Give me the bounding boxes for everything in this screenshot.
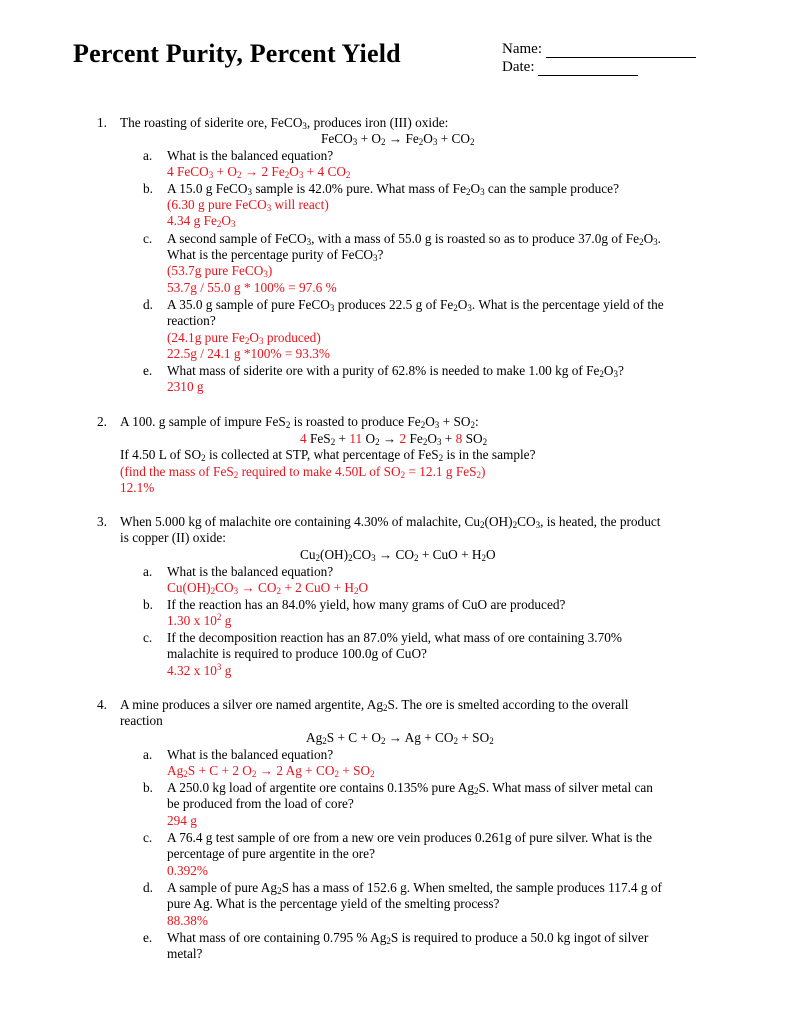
line-q1c-l: c.	[143, 231, 153, 246]
line-q3a-l: a.	[143, 564, 153, 579]
line-q2: 2.	[97, 414, 107, 429]
line-q3c-ans: 4.32 x $10^3$ g	[167, 662, 232, 678]
line-q1b-ans2: 4.34 g $Fe_2O_3$	[167, 213, 236, 229]
line-q4c-l: c.	[143, 830, 153, 845]
line-q2-q: If 4.50 L of $SO_2$ is collected at STP, what percentage of FeS$_2$ is in the sample?	[120, 447, 536, 463]
line-q1b-l: b.	[143, 181, 153, 196]
line-q3a-ans: $Cu(OH)_2CO_3 \to CO_2 + 2$ CuO + $H_2O$	[167, 580, 369, 596]
line-q1a-l: a.	[143, 148, 153, 163]
line-q4c-1: A 76.4 g test sample of ore from a new ore vein produces 0.261g of pure silver. What is the	[167, 830, 652, 845]
name-field	[502, 41, 696, 58]
name-label: Name:	[502, 41, 542, 57]
line-q3-1: When 5.000 kg of malachite ore containing 4.30% of malachite, $Cu_2(OH)_2CO_3$, is heated, the product	[120, 514, 661, 530]
line-q4d-2: pure Ag. What is the percentage yield of the smelting process?	[167, 896, 500, 911]
date-label: Date:	[502, 59, 535, 75]
line-q4c-2: percentage of pure argentite in the ore?	[167, 846, 375, 861]
line-q1c-2: What is the percentage purity of FeCO$_3$?	[167, 247, 384, 263]
line-q1b-ans1: (6.30 g pure FeCO$_3$ will react)	[167, 197, 329, 213]
line-q3: 3.	[97, 514, 107, 529]
line-q4c-ans: 0.392%	[167, 863, 208, 878]
line-q1-eq: FeCO$_3$ + $O_2 \to Fe_2O_3 + CO_2$	[321, 131, 475, 147]
line-q4b-ans: 294 g	[167, 813, 197, 828]
date-field	[502, 59, 638, 76]
line-q4b-l: b.	[143, 780, 153, 795]
line-q1e-l: e.	[143, 363, 153, 378]
line-q4e-1: What mass of ore containing 0.795 % $Ag_2S$ is required to produce a 50.0 kg ingot of silver	[167, 930, 649, 946]
page-title: Percent Purity, Percent Yield	[73, 39, 401, 68]
line-q4a-l: a.	[143, 747, 153, 762]
line-q3b: If the reaction has an 84.0% yield, how many grams of CuO are produced?	[167, 597, 566, 612]
line-q1a-ans: 4 FeCO$_3$ + $O_2 \to 2$ $Fe_2O_3 + 4$ $CO_2$	[167, 164, 351, 180]
line-q1b: A 15.0 g FeCO$_3$ sample is 42.0% pure. What mass of $Fe_2O_3$ can the sample produce?	[167, 181, 619, 197]
line-q4-2: reaction	[120, 713, 163, 728]
line-q4b-2: be produced from the load of core?	[167, 796, 354, 811]
line-q2-text: A 100. g sample of impure FeS$_2$ is roasted to produce $Fe_2O_3 + SO_2$:	[120, 414, 479, 430]
line-q4e-l: e.	[143, 930, 153, 945]
line-q1e-ans: 2310 g	[167, 379, 204, 394]
line-q3-eq: $Cu_2(OH)_2CO_3 \to CO_2$ + CuO + $H_2O$	[300, 547, 496, 563]
line-q2-eq: 4 FeS$_2$ + 11 $O_2 \to 2$ $Fe_2O_3 + 8$ $SO_2$	[300, 431, 488, 447]
line-q4d-1: A sample of pure $Ag_2S$ has a mass of 152.6 g. When smelted, the sample produces 117.4 g of	[167, 880, 662, 896]
line-q3c-l: c.	[143, 630, 153, 645]
line-q1d-ans1: (24.1g pure $Fe_2O_3$ produced)	[167, 330, 321, 346]
line-q3c-2: malachite is required to produce 100.0g of CuO?	[167, 646, 427, 661]
line-q4d-l: d.	[143, 880, 153, 895]
line-q2-ans2: 12.1%	[120, 480, 155, 495]
line-q1: 1.	[97, 115, 107, 130]
line-q4-eq: $Ag_2S + C + O_2 \to Ag + CO_2 + SO_2$	[306, 730, 494, 746]
line-q3b-l: b.	[143, 597, 153, 612]
line-q1a: What is the balanced equation?	[167, 148, 334, 163]
line-q4a: What is the balanced equation?	[167, 747, 334, 762]
line-q3b-ans: 1.30 x $10^2$ g	[167, 612, 232, 628]
line-q1d-ans2: 22.5g / 24.1 g *100% = 93.3%	[167, 346, 330, 361]
line-q1-text: The roasting of siderite ore, FeCO$_3$, produces iron (III) oxide:	[120, 115, 449, 131]
line-q4b-1: A 250.0 kg load of argentite ore contains 0.135% pure $Ag_2S$. What mass of silver metal can	[167, 780, 653, 796]
line-q1c-1: A second sample of FeCO$_3$, with a mass of 55.0 g is roasted so as to produce 37.0g of $Fe_2O_3$.	[167, 231, 661, 247]
line-q3-2: is copper (II) oxide:	[120, 530, 226, 545]
line-q2-ans1: (find the mass of FeS$_2$ required to make 4.50L of $SO_2 = 12.1$ g FeS$_2$)	[120, 464, 486, 480]
line-q1c-ans2: 53.7g / 55.0 g * 100% = 97.6 %	[167, 280, 337, 295]
date-blank-line[interactable]	[538, 61, 638, 76]
line-q1d-2: reaction?	[167, 313, 216, 328]
line-q3a: What is the balanced equation?	[167, 564, 334, 579]
line-q4e-2: metal?	[167, 946, 203, 961]
line-q1c-ans1: (53.7g pure FeCO$_3$)	[167, 263, 273, 279]
line-q1d-l: d.	[143, 297, 153, 312]
line-q4-1: A mine produces a silver ore named argentite, $Ag_2S$. The ore is smelted according to the overall	[120, 697, 629, 713]
line-q4a-ans: $Ag_2S + C + 2$ $O_2 \to 2$ $Ag + CO_2 + SO_2$	[167, 763, 375, 779]
line-q1d-1: A 35.0 g sample of pure FeCO$_3$ produces 22.5 g of $Fe_2O_3$. What is the percentage yield of the	[167, 297, 664, 313]
name-blank-line[interactable]	[546, 43, 696, 58]
line-q1e: What mass of siderite ore with a purity of 62.8% is needed to make 1.00 kg of $Fe_2O_3$?	[167, 363, 624, 379]
line-q4d-ans: 88.38%	[167, 913, 208, 928]
line-q3c-1: If the decomposition reaction has an 87.0% yield, what mass of ore containing 3.70%	[167, 630, 622, 645]
line-q4: 4.	[97, 697, 107, 712]
